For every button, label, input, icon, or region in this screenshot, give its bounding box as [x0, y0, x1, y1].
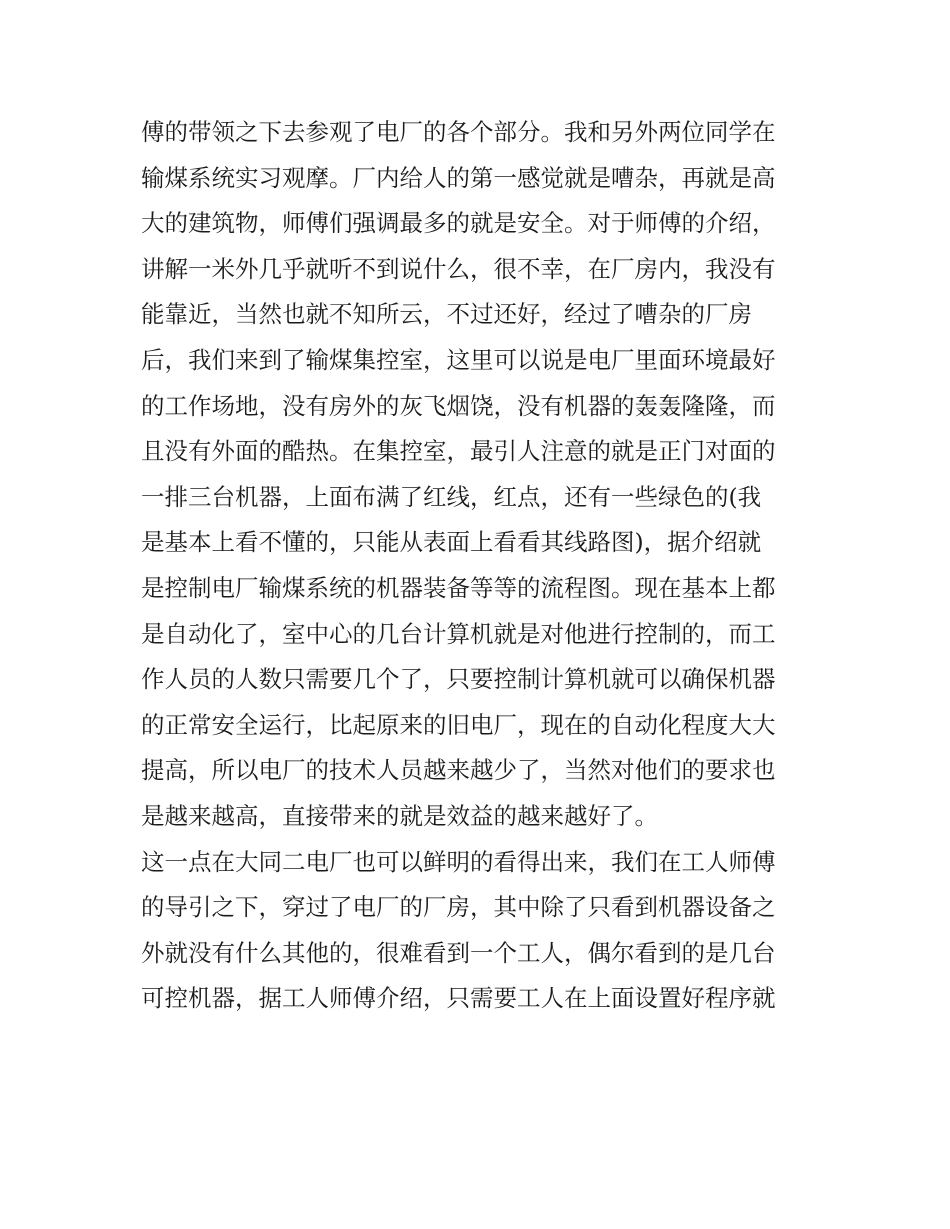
text-line: 提高，所以电厂的技术人员越来越少了，当然对他们的要求也 — [141, 756, 776, 785]
text-line: 的工作场地，没有房外的灰飞烟饶，没有机器的轰轰隆隆，而 — [141, 391, 776, 420]
text-line: 外就没有什么其他的，很难看到一个工人，偶尔看到的是几台 — [141, 938, 776, 967]
text-line: 大的建筑物，师傅们强调最多的就是安全。对于师傅的介绍， — [141, 209, 776, 238]
text-line: 作人员的人数只需要几个了，只要控制计算机就可以确保机器 — [141, 665, 776, 694]
text-line: 的导引之下，穿过了电厂的厂房，其中除了只看到机器设备之 — [141, 893, 776, 922]
text-line: 是基本上看不懂的，只能从表面上看看其线路图)，据介绍就 — [141, 528, 762, 557]
text-line: 能靠近，当然也就不知所云，不过还好，经过了嘈杂的厂房 — [141, 300, 752, 329]
text-line: 一排三台机器，上面布满了红线，红点，还有一些绿色的(我 — [141, 482, 762, 511]
text-line: 是越来越高，直接带来的就是效益的越来越好了。 — [141, 801, 658, 830]
text-line: 傅的带领之下去参观了电厂的各个部分。我和另外两位同学在 — [141, 118, 776, 146]
text-line: 这一点在大同二电厂也可以鲜明的看得出来，我们在工人师傅 — [141, 847, 776, 876]
text-line: 且没有外面的酷热。在集控室，最引人注意的就是正门对面的 — [141, 437, 776, 466]
text-line: 是自动化了，室中心的几台计算机就是对他进行控制的，而工 — [141, 619, 776, 648]
text-line: 的正常安全运行，比起原来的旧电厂，现在的自动化程度大大 — [141, 710, 776, 739]
body-text — [141, 110, 821, 1022]
text-line: 可控机器，据工人师傅介绍，只需要工人在上面设置好程序就 — [141, 984, 776, 1013]
text-line: 讲解一米外几乎就听不到说什么，很不幸，在厂房内，我没有 — [141, 254, 776, 283]
text-line: 输煤系统实习观摩。厂内给人的第一感觉就是嘈杂，再就是高 — [141, 163, 776, 192]
text-line: 后，我们来到了输煤集控室，这里可以说是电厂里面环境最好 — [141, 345, 776, 374]
text-line: 是控制电厂输煤系统的机器装备等等的流程图。现在基本上都 — [141, 573, 776, 602]
